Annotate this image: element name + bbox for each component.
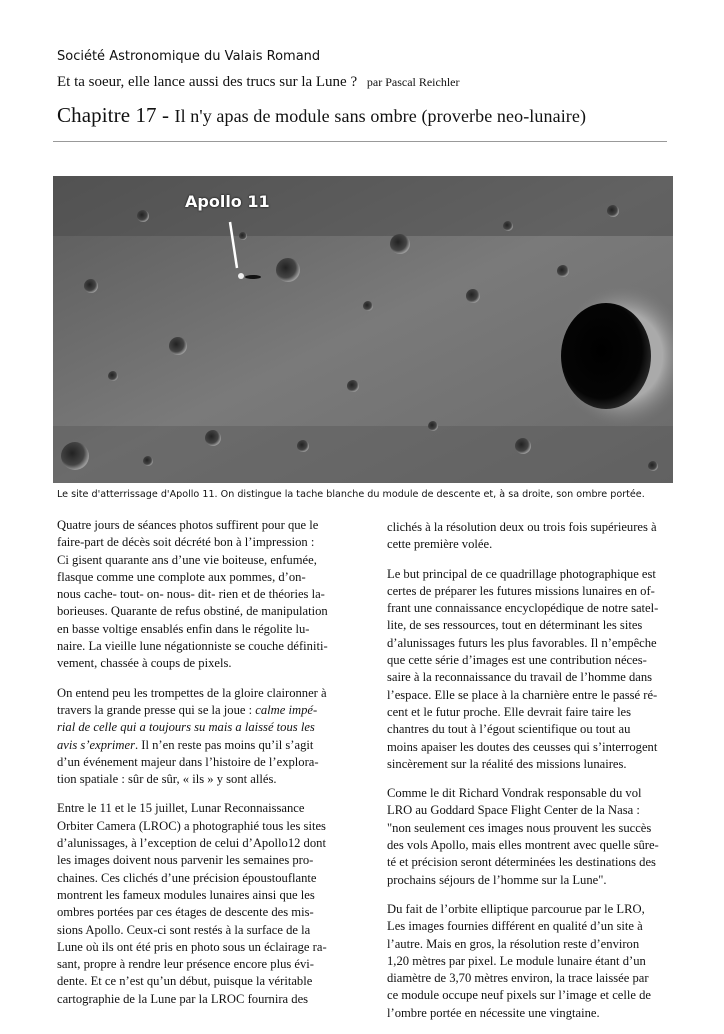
chapter-label: Chapitre 17 - [57,103,170,127]
right-paragraph-2: Le but principal de ce quadrillage photographique est certes de préparer les futures missions lunaires en of- frant une connaissance encyclopédique de notre satel- lite, de ses ressources, tout en déterminant les sites d’alunissages futurs les plus favorables. Il n’empêche que cette série d’images est une contribution néces- saire à la reconnaissance du travail de l’homme dans l’espace. Elle se place à la charnière entre le passé ré- cent et le futur proche. Elle devrait faire taire les chantres du tout à l’égout scientifique ou tout au moins apaiser les doutes des ceusses qui s’interrogent sincèrement sur la réalité des missions lunaires. [387,566,659,771]
figure-caption: Le site d'atterrissage d'Apollo 11. On distingue la tache blanche du module de descente et, à sa droite, son ombre portée. [57,489,645,500]
left-column [57,517,347,1020]
left-paragraph-2-end: . Il n’en reste pas moins qu’il s’agit d’un événement majeur dans l’histoire de l’explora- tion spatiale : sûr de sûr, « ils » y sont allés. [57,737,319,787]
module-shadow [245,275,261,279]
header-divider [53,141,667,142]
apollo-11-label: Apollo 11 [185,192,270,211]
left-paragraph-1: Quatre jours de séances photos suffirent pour que le faire-part de décès soit décrété bon à l’impression : Ci gisent quarante ans d’une vie boiteuse, enfumée, flasque comme une complote aux pommes, d’on- nous cache- tout- on- nous- dit- rien et de théories la- borieuses. Quarante de refus obstiné, de manipulation en basse voltige ensablés enfin dans le régolite lu- naire. La vieille lune négationniste se couche définiti- vement, chassée à coups de pixels. [57,518,328,671]
right-paragraph-1: clichés à la résolution deux ou trois fois supérieures à cette première volée. [387,520,657,552]
chapter-title: Il n'y apas de module sans ombre (proverbe neo-lunaire) [174,106,587,126]
left-paragraph-2-quote: calme impé- rial de celle qui a toujours su mais a laissé tous les avis s’exprimer [57,702,318,752]
lunar-photo-graphic [53,176,673,483]
lunar-module-spot [238,273,244,279]
society-name: Société Astronomique du Valais Romand [57,49,321,64]
series-title-line [57,74,460,91]
left-paragraph-2 [57,685,347,789]
right-paragraph-3: Comme le dit Richard Vondrak responsable du vol LRO au Goddard Space Flight Center de la Nasa : "non seulement ces images nous prouvent les succès des vols Apollo, mais elles montrent avec quelle sûre- té et précision seront déterminées les destinations des prochains séjours de l’homme sur la Lune". [387,786,659,887]
series-title: Et ta soeur, elle lance aussi des trucs sur la Lune ? [57,74,358,90]
author-byline: par Pascal Reichler [366,75,460,89]
chapter-heading [57,103,586,128]
lunar-surface-photo [53,176,673,483]
right-paragraph-4: Du fait de l’orbite elliptique parcourue par le LRO, Les images fournies différent en qualité d’un site à l’autre. Mais en gros, la résolution reste d’environ 1,20 mètres par pixel. Le module lunaire étant d’un diamètre de 3,70 mètres environ, la trace laissée par ce module occupe neuf pixels sur l’image et celle de l’ombre portée en nécessite une vingtaine. [387,901,652,1020]
left-paragraph-3: Entre le 11 et le 15 juillet, Lunar Reconnaissance Orbiter Camera (LROC) a photographié tous les sites d’alunissages, à l’exception de celui d’Apollo12 dont les images doivent nous parvenir les semaines pro- chaines. Ces clichés d’une précision époustouflante montrent les fameux modules lunaires ainsi que les ombres portées par ces étages de descente des mis- sions Apollo. Ceux-ci sont restés à la surface de la Lune où ils ont été pris en photo sous un éclairage ra- sant, propre à rendre leur présence encore plus évi- dente. Et ce n’est qu’un début, puisque la véritable cartographie de la Lune par la LROC fournira des [57,801,327,1006]
right-column [387,519,675,1034]
left-paragraph-2-intro: On entend peu les trompettes de la gloire claironner à travers la grande presse qui se la joue : [57,685,327,717]
